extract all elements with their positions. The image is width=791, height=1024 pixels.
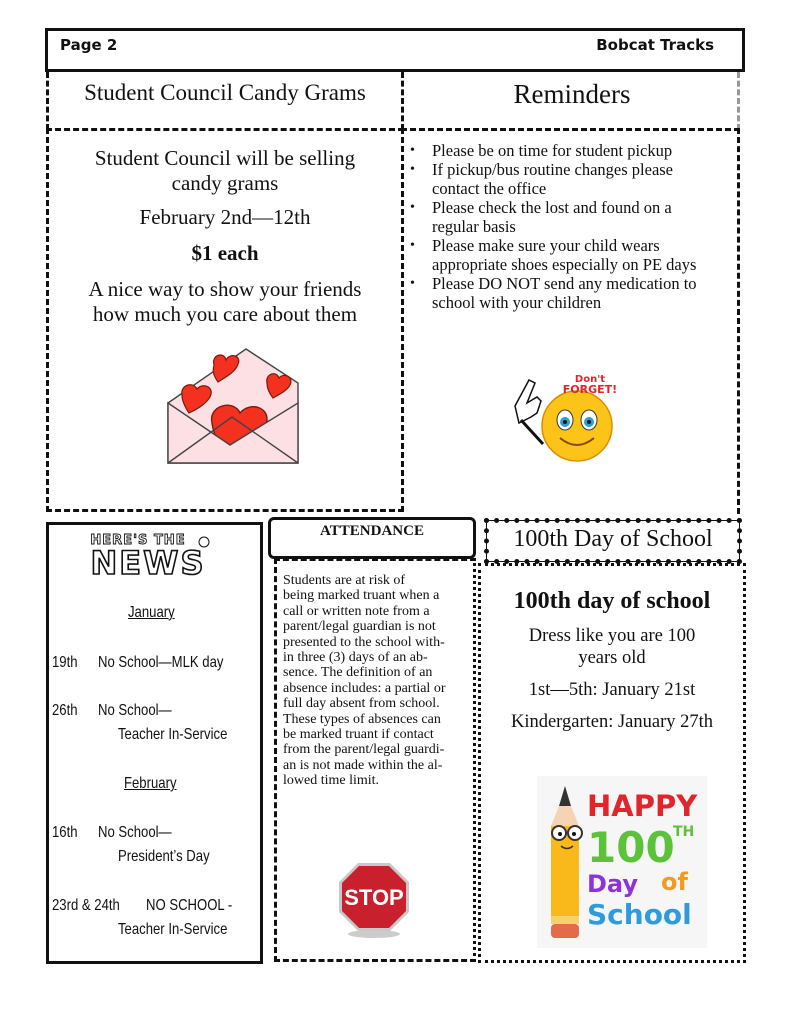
news-event-text: No School—MLK day: [98, 654, 224, 671]
news-event-date: 16th: [52, 824, 78, 841]
news-event-text: No School—: [98, 824, 172, 841]
svg-text:Don't: Don't: [574, 374, 606, 385]
envelope-hearts-icon: [160, 345, 305, 495]
hundredth-day-heading: 100th day of school: [513, 588, 711, 614]
reminder-item: • If pickup/bus routine changes please contact the office: [410, 160, 735, 198]
reminder-item: • Please DO NOT send any medication to school with your children: [410, 274, 735, 312]
svg-text:TH: TH: [673, 824, 695, 840]
page-header: [45, 28, 745, 72]
candy-grams-line2: candy grams: [171, 171, 279, 195]
candy-grams-dates: February 2nd—12th: [139, 205, 311, 229]
news-event-text: NO SCHOOL -: [146, 897, 233, 914]
hundredth-day-kindergarten: Kindergarten: January 27th: [510, 712, 714, 732]
news-event-text: Teacher In-Service: [118, 726, 228, 743]
hundredth-day-grades: 1st—5th: January 21st: [528, 680, 696, 700]
svg-text:of: of: [661, 868, 688, 896]
candy-grams-title: Student Council Candy Grams: [84, 80, 366, 105]
candy-grams-line1: Student Council will be selling: [94, 146, 356, 170]
news-event-date: 26th: [52, 702, 78, 719]
news-event-date: 23rd & 24th: [52, 897, 120, 914]
news-month-january: January: [128, 604, 175, 621]
candy-grams-line4: how much you care about them: [92, 302, 358, 326]
svg-text:FORGET!: FORGET!: [562, 383, 618, 396]
candy-grams-price: $1 each: [191, 241, 259, 265]
candy-grams-line3: A nice way to show your friends: [88, 277, 362, 301]
svg-text:NEWS: NEWS: [90, 544, 206, 580]
news-month-february: February: [124, 775, 177, 792]
attendance-text: Students are at risk of being marked truant when a call or written note from a parent/legal guardian is not presented to the school with- in three (3) days of an ab- sence. The definition of an absence includes: a partial or full day absent from school. These types of absences can be marked truant if contact from the parent/legal guardi- an is not made within the al- lowed time limit.: [283, 573, 446, 789]
newsletter-name: Bobcat Tracks: [596, 36, 714, 54]
reminder-item: • Please make sure your child wears appropriate shoes especially on PE days: [410, 236, 735, 274]
reminders-title: Reminders: [513, 79, 631, 109]
attendance-title: ATTENDANCE: [320, 523, 424, 539]
news-event-text: Teacher In-Service: [118, 921, 228, 938]
news-event-text: No School—: [98, 702, 172, 719]
reminder-item: • Please check the lost and found on a regular basis: [410, 198, 735, 236]
stop-sign-icon: [336, 860, 412, 940]
news-event-date: 19th: [52, 654, 78, 671]
svg-text:STOP: STOP: [344, 885, 404, 910]
reminder-item: • Please be on time for student pickup: [410, 141, 735, 160]
heres-the-news-banner-icon: [78, 528, 238, 580]
svg-text:HAPPY: HAPPY: [587, 789, 698, 823]
hundredth-day-line1: Dress like you are 100: [528, 626, 696, 646]
svg-text:Day: Day: [587, 870, 639, 898]
svg-text:HERE'S THE: HERE'S THE: [90, 533, 186, 548]
hundredth-day-title: 100th Day of School: [513, 526, 713, 552]
news-event-text: President’s Day: [118, 848, 210, 865]
happy-100th-day-icon: [537, 776, 707, 948]
reminders-list: [410, 141, 735, 312]
page-number: Page 2: [60, 36, 118, 54]
svg-text:100: 100: [587, 823, 675, 872]
dont-forget-smiley-icon: [505, 368, 620, 464]
hundredth-day-line2: years old: [578, 648, 646, 668]
svg-text:School: School: [587, 898, 692, 931]
